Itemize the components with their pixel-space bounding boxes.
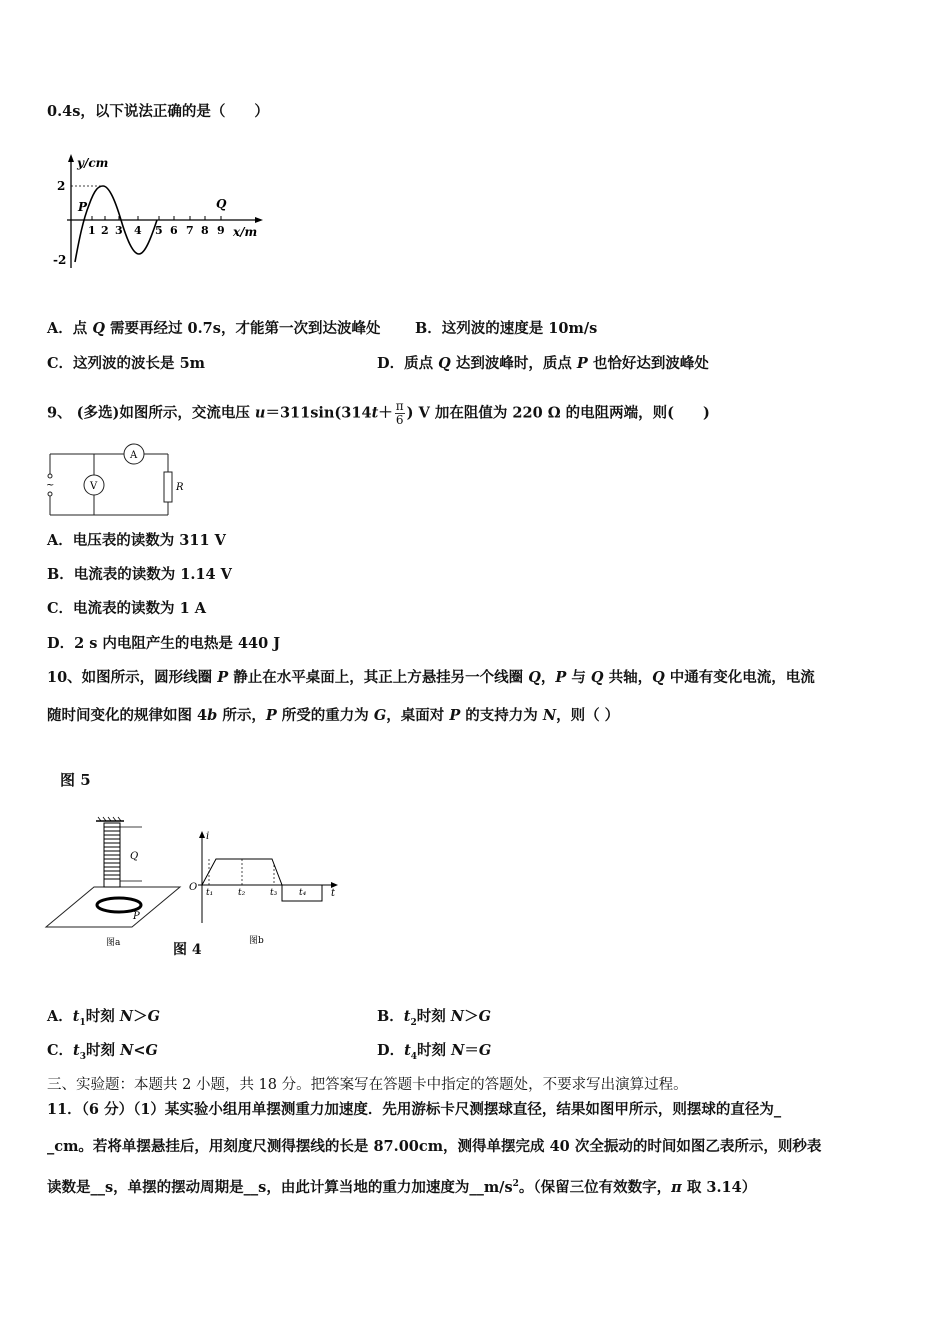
svg-text:4: 4 (134, 224, 142, 237)
svg-text:R: R (176, 482, 184, 493)
q11-line2: _cm。若将单摆悬挂后，用刻度尺测得摆线的长是 87.00cm，测得单摆完成 40 次全振动的时间如图乙表所示，则秒表 (47, 1138, 822, 1155)
q8-option-c: C．这列波的波长是 5m (47, 355, 206, 372)
svg-text:t: t (331, 888, 336, 899)
figure-4-label: 图 4 (173, 942, 202, 958)
resistor (164, 472, 172, 502)
svg-text:P: P (133, 911, 140, 922)
q10-option-c: C．$t_3$时刻 N<G (47, 1042, 158, 1062)
x-axis-label: x/m (233, 225, 258, 239)
q8-option-d: D．质点 Q 达到波峰时，质点 P 也恰好达到波峰处 (377, 355, 709, 372)
y-pos-label: 2 (57, 179, 66, 193)
svg-text:i: i (206, 831, 210, 842)
point-q-label: Q (216, 197, 227, 211)
svg-text:t₃: t₃ (270, 888, 278, 898)
svg-text:O: O (189, 882, 198, 893)
svg-text:t₁: t₁ (206, 888, 214, 898)
q11-line3: 读数是__s，单摆的摆动周期是__s，由此计算当地的重力加速度为$\_\_m/s^2$。（保留三位有效数字，π 取 3.14） (47, 1178, 757, 1196)
svg-text:Q: Q (130, 851, 139, 862)
svg-text:6: 6 (170, 224, 178, 237)
x-tick-labels (88, 224, 225, 237)
svg-text:A: A (130, 450, 138, 461)
q9-option-a: A．电压表的读数为 311 V (47, 532, 226, 549)
q11-line1: 11．（6 分）（1）某实验小组用单摆测重力加速度．先用游标卡尺测摆球直径，结果如图甲所示，则摆球的直径为_ (47, 1101, 782, 1118)
pi-over-6-fraction: $\frac{\pi}{6}$ (395, 399, 404, 427)
q10-option-a: A．$t_1$时刻 N＞G (47, 1008, 160, 1028)
svg-text:t₂: t₂ (238, 888, 246, 898)
wave-graph (45, 150, 275, 280)
table-surface (46, 887, 180, 927)
q8-stem-tail: 0.4s，以下说法正确的是（ ） (47, 103, 269, 120)
q9-option-b: B．电流表的读数为 1.14 V (47, 566, 232, 583)
figure-5-label: 图 5 (60, 771, 91, 789)
q9-option-c: C．电流表的读数为 1 A (47, 600, 206, 617)
y-axis-label: y/cm (77, 156, 109, 170)
source-terminal-bottom (48, 492, 52, 496)
svg-text:5: 5 (155, 224, 163, 237)
q9-stem: 9、 (多选)如图所示，交流电压 u＝311sin(314t＋ $\frac{\pi}{6}$ ) V 加在阻值为 220 Ω 的电阻两端，则( ) (47, 399, 710, 427)
svg-text:8: 8 (201, 224, 209, 237)
svg-text:~: ~ (46, 480, 55, 491)
circuit-diagram (44, 440, 194, 520)
x-axis-arrow (255, 217, 263, 223)
svg-text:图a: 图a (106, 938, 121, 948)
q10-stem-line2: 随时间变化的规律如图 4b 所示，P 所受的重力为 G，桌面对 P 的支持力为 N，则（ ） (47, 707, 620, 724)
q10-option-b: B．$t_2$时刻 N＞G (377, 1008, 491, 1028)
point-p-label: P (78, 200, 88, 214)
q8-option-b: B．这列波的速度是 10m/s (415, 320, 598, 337)
svg-text:7: 7 (186, 224, 194, 237)
ring-p (97, 898, 141, 912)
source-terminal-top (48, 474, 52, 478)
svg-text:9: 9 (217, 224, 225, 237)
svg-text:t₄: t₄ (299, 888, 307, 898)
svg-text:V: V (90, 481, 98, 492)
svg-text:2: 2 (101, 224, 109, 237)
svg-text:3: 3 (115, 224, 123, 237)
q9-option-d: D．2 s 内电阻产生的电热是 440 J (47, 635, 281, 652)
q8-option-a: A．点 Q 需要再经过 0.7s，才能第一次到达波峰处 (47, 320, 381, 337)
svg-text:图b: 图b (249, 936, 264, 946)
q10-option-d: D．$t_4$时刻 N＝G (377, 1042, 492, 1062)
y-axis-arrow (68, 154, 74, 162)
section-3-heading: 三、实验题：本题共 2 小题，共 18 分。把答案写在答题卡中指定的答题处，不要求写出演算过程。 (47, 1077, 688, 1093)
svg-text:1: 1 (88, 224, 96, 237)
y-neg-label: -2 (53, 253, 67, 267)
q10-stem-line1: 10、如图所示，圆形线圈 P 静止在水平桌面上，其正上方悬挂另一个线圈 Q，P 与 Q 共轴，Q 中通有变化电流，电流 (47, 669, 815, 686)
